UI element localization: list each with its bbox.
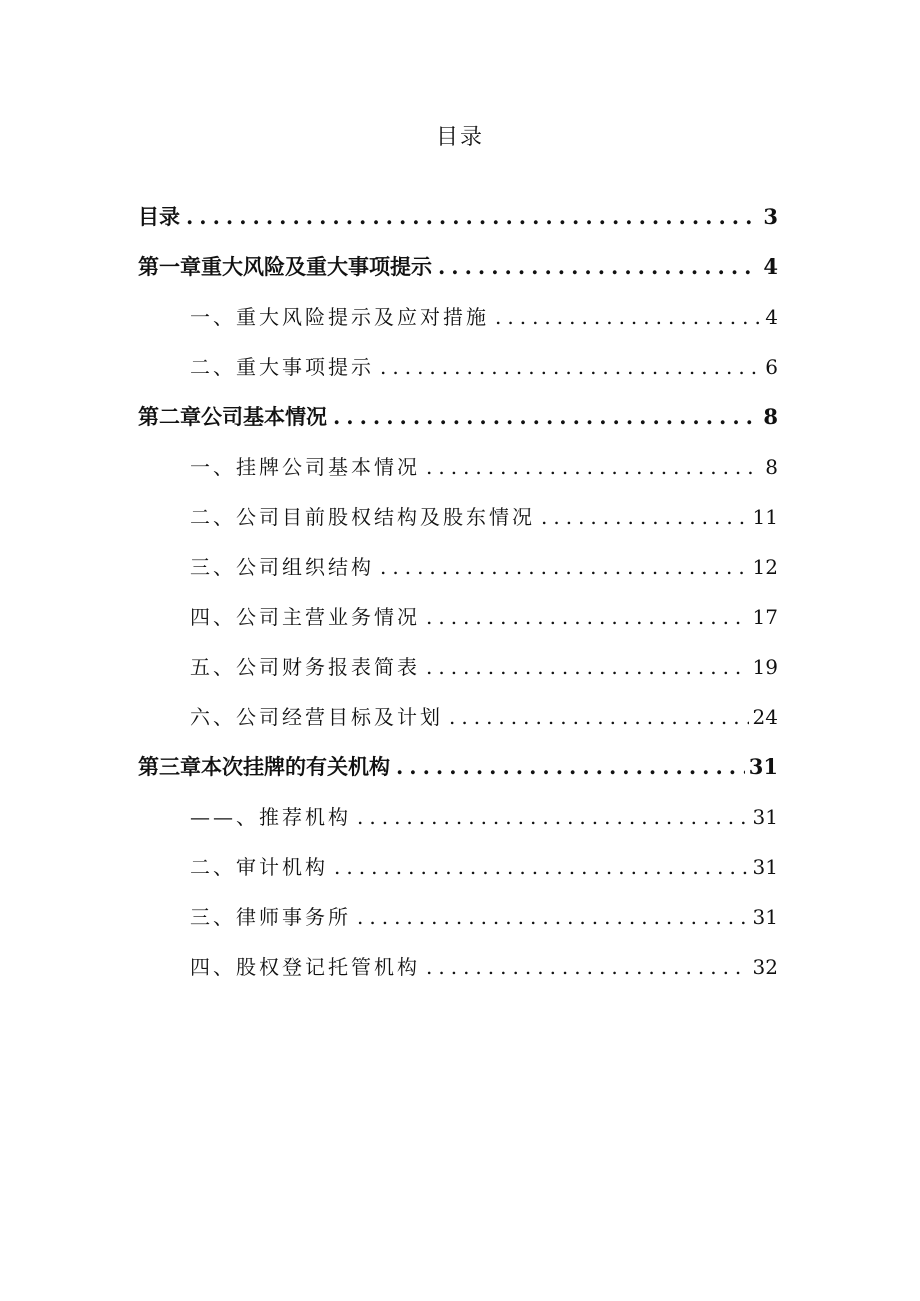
page-title: 目录: [435, 125, 484, 150]
table-of-contents: [138, 192, 778, 992]
toc-dot-leader: [357, 892, 749, 942]
toc-dot-leader: [186, 192, 759, 242]
toc-entry-label: 目录: [138, 204, 180, 229]
toc-entry[interactable]: [138, 442, 778, 492]
toc-page-number: 32: [752, 955, 778, 979]
toc-entry-label: 四、股权登记托管机构: [190, 955, 420, 979]
toc-entry[interactable]: [138, 592, 778, 642]
toc-page-number: 4: [763, 254, 778, 279]
toc-entry[interactable]: [138, 842, 778, 892]
toc-entry[interactable]: [138, 242, 778, 292]
toc-page-number: 19: [752, 655, 778, 679]
toc-dot-leader: [426, 592, 749, 642]
toc-entry-label: 三、律师事务所: [190, 905, 351, 929]
toc-entry-label: 四、公司主营业务情况: [190, 605, 420, 629]
toc-entry-label: 二、重大事项提示: [190, 355, 374, 379]
toc-dot-leader: [333, 392, 759, 442]
toc-entry[interactable]: [138, 542, 778, 592]
toc-page-number: 8: [765, 455, 778, 479]
toc-entry[interactable]: [138, 642, 778, 692]
toc-entry[interactable]: [138, 292, 778, 342]
toc-page-number: 6: [765, 355, 778, 379]
toc-entry-label: 一、挂牌公司基本情况: [190, 455, 420, 479]
toc-entry-label: 第二章公司基本情况: [138, 404, 327, 429]
toc-entry[interactable]: [138, 692, 778, 742]
toc-entry-label: 五、公司财务报表简表: [190, 655, 420, 679]
toc-dot-leader: [334, 842, 749, 892]
toc-entry-label: 一、重大风险提示及应对措施: [190, 305, 489, 329]
toc-dot-leader: [426, 442, 761, 492]
toc-entry[interactable]: [138, 492, 778, 542]
toc-entry-label: 三、公司组织结构: [190, 555, 374, 579]
toc-page-number: 8: [763, 404, 778, 429]
toc-dot-leader: [438, 242, 759, 292]
toc-page-number: 17: [752, 605, 778, 629]
toc-dot-leader: [380, 342, 761, 392]
toc-dot-leader: [380, 542, 749, 592]
toc-entry-label: 六、公司经营目标及计划: [190, 705, 443, 729]
toc-page-number: 31: [752, 805, 778, 829]
toc-entry[interactable]: [138, 192, 778, 242]
toc-entry-label: 第一章重大风险及重大事项提示: [138, 254, 432, 279]
toc-entry[interactable]: [138, 392, 778, 442]
toc-entry[interactable]: [138, 742, 778, 792]
toc-entry[interactable]: [138, 942, 778, 992]
toc-dot-leader: [357, 792, 749, 842]
toc-page-number: 31: [748, 754, 778, 779]
toc-dot-leader: [495, 292, 761, 342]
toc-page-number: 12: [752, 555, 778, 579]
toc-entry-label: 第三章本次挂牌的有关机构: [138, 754, 390, 779]
toc-entry[interactable]: [138, 892, 778, 942]
toc-entry[interactable]: [138, 342, 778, 392]
toc-entry-label: ——、推荐机构: [190, 805, 351, 829]
toc-page-number: 31: [752, 855, 778, 879]
toc-entry[interactable]: [138, 792, 778, 842]
toc-dot-leader: [396, 742, 745, 792]
toc-entry-label: 二、公司目前股权结构及股东情况: [190, 505, 535, 529]
toc-page-number: 4: [765, 305, 778, 329]
toc-dot-leader: [426, 642, 749, 692]
toc-page-number: 11: [752, 505, 778, 529]
toc-dot-leader: [541, 492, 749, 542]
toc-page-number: 3: [763, 204, 778, 229]
toc-entry-label: 二、审计机构: [190, 855, 328, 879]
toc-page-number: 31: [752, 905, 778, 929]
toc-dot-leader: [449, 692, 749, 742]
toc-page-number: 24: [752, 705, 778, 729]
toc-dot-leader: [426, 942, 749, 992]
